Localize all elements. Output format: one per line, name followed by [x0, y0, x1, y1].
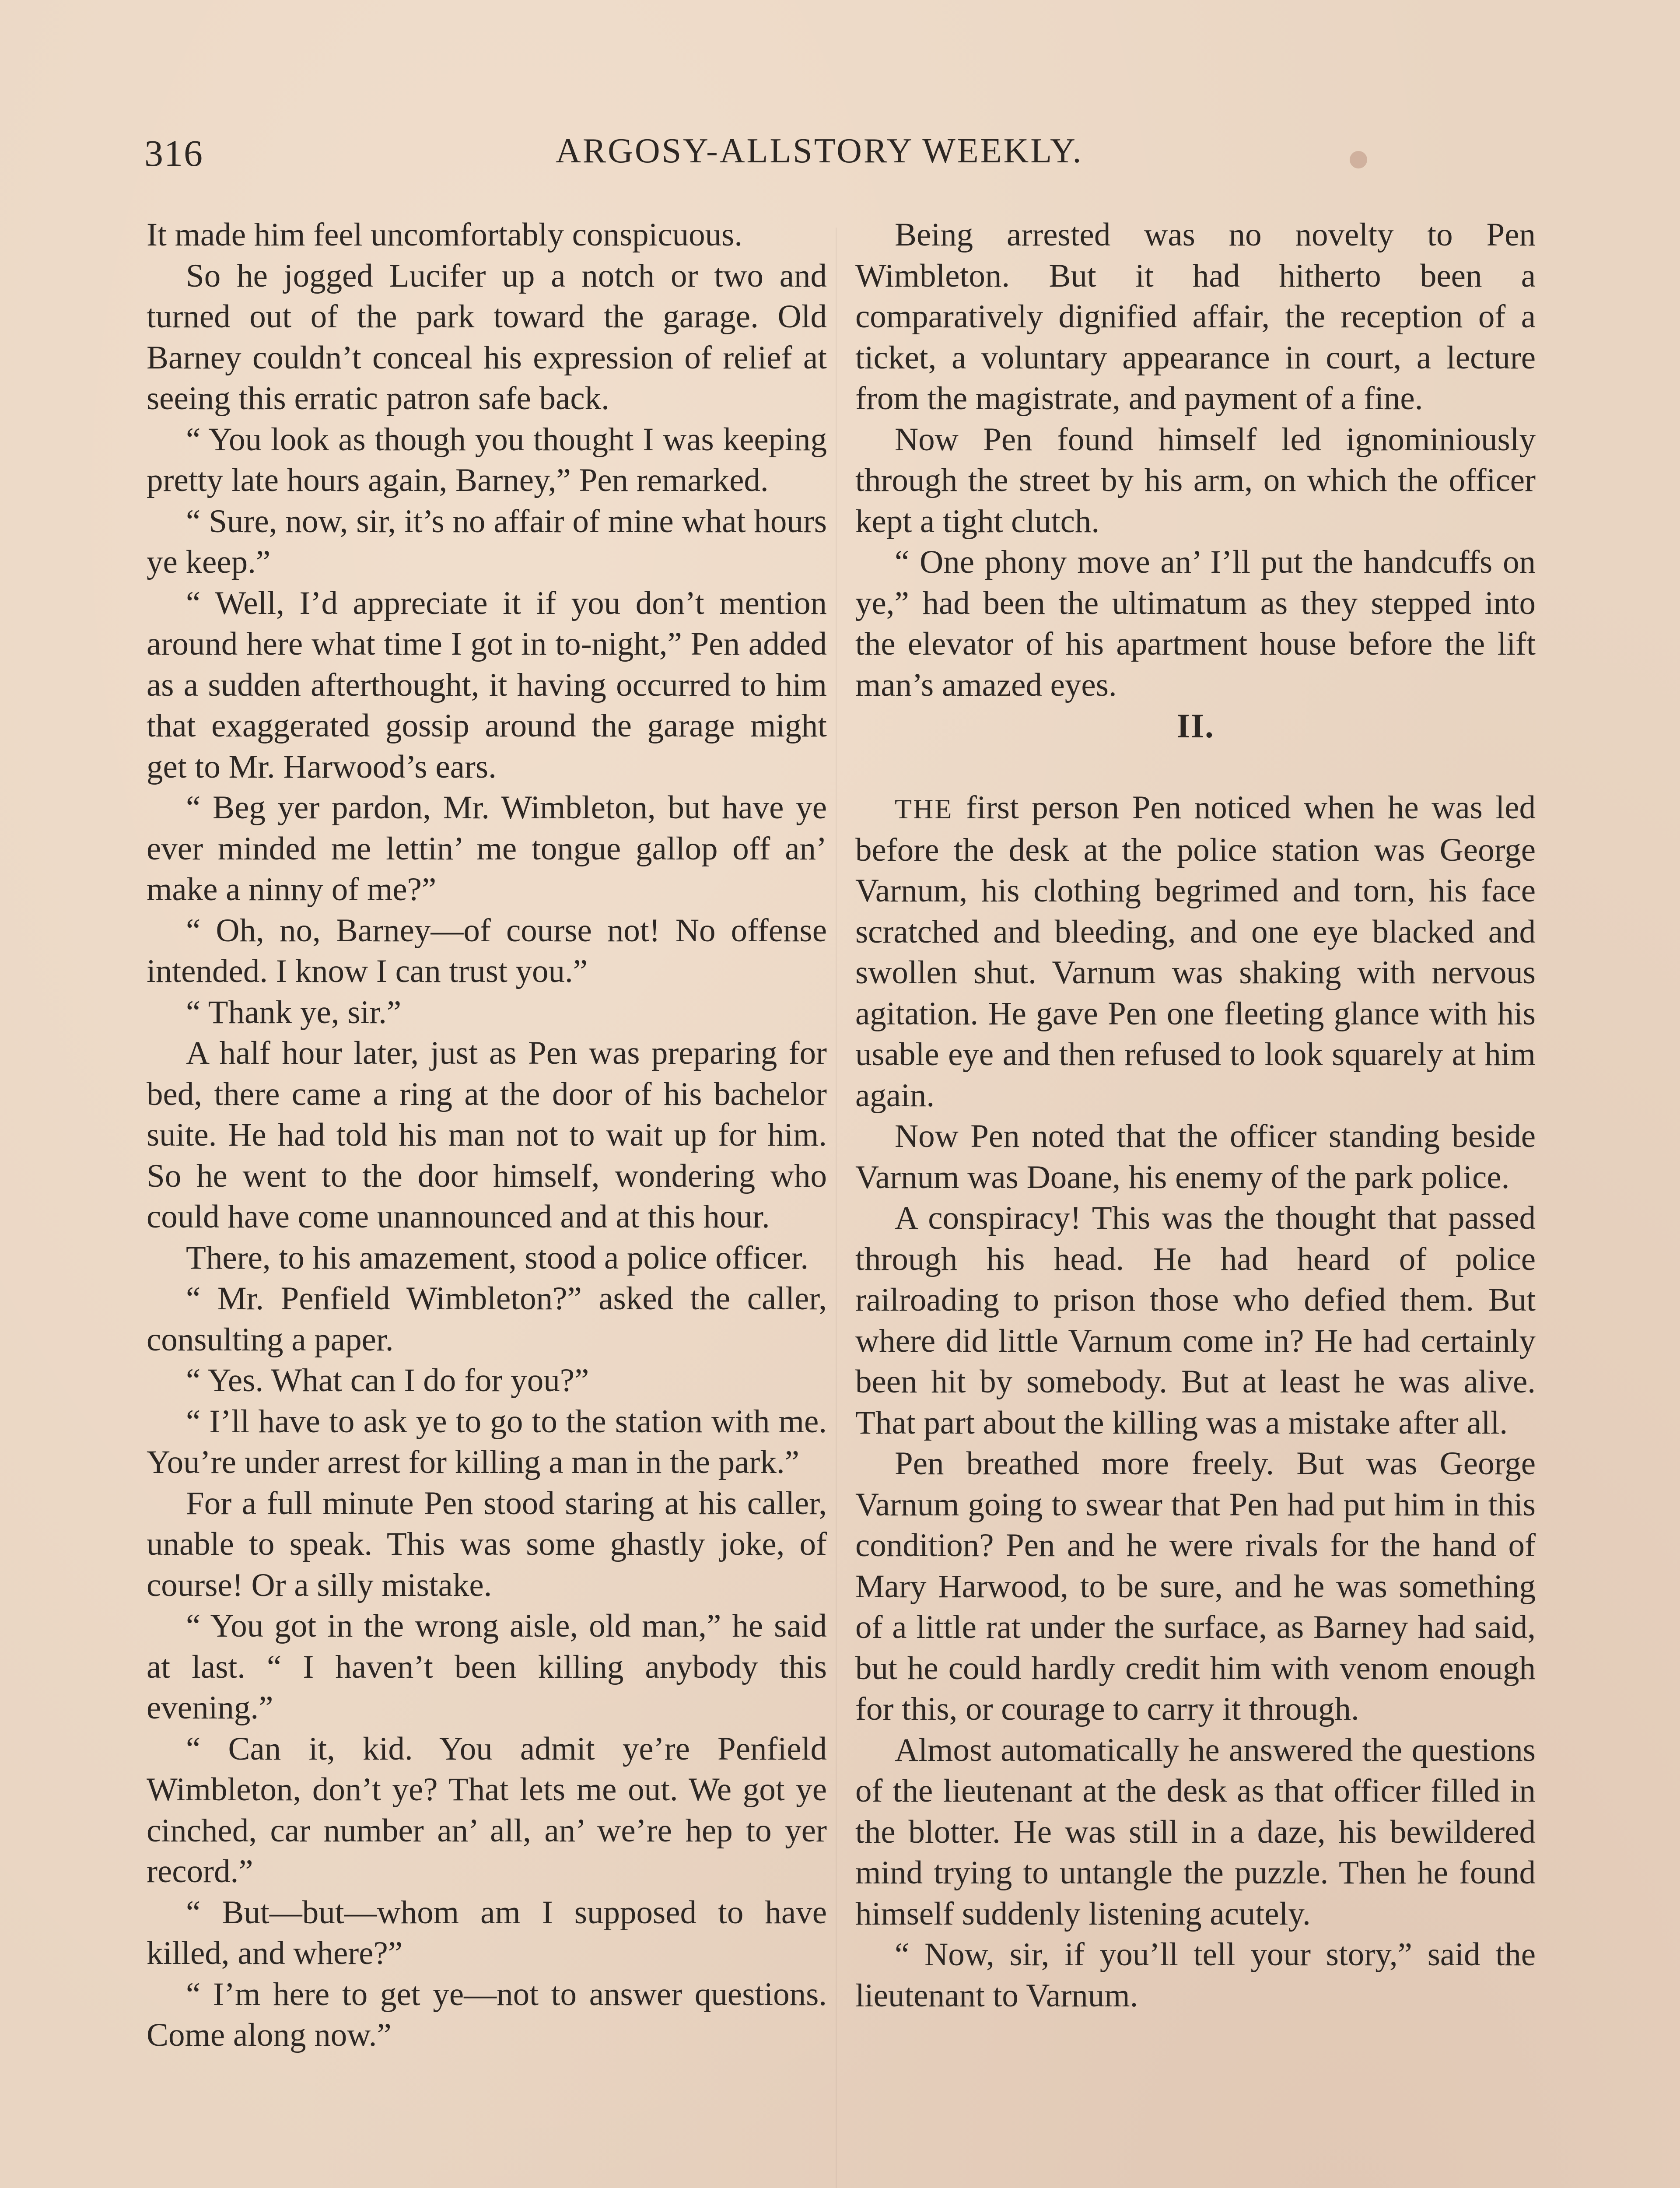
- paragraph: For a full minute Pen stood staring at his caller, unable to speak. This was some ghastly joke, of course! Or a silly mistake.: [147, 1485, 827, 1603]
- paragraph: Pen breathed more freely. But was George Varnum going to swear that Pen had put him in this condition? Pen and he were rivals for the hand of Mary Harwood, to be sure, and he was something of a little rat under the surface, as Barney had said, but he could hardly credit him with venom enough for this, or courage to carry it through.: [855, 1445, 1536, 1727]
- page-number: 316: [144, 132, 203, 174]
- paragraph: “ Well, I’d appreciate it if you don’t mention around here what time I got in to-night,” Pen added as a sudden afterthought, it having occurred to him that exaggerated gossip around the garage might get to Mr. Harwood’s ears.: [147, 585, 827, 785]
- paragraph: “ I’m here to get ye—not to answer questions. Come along now.”: [147, 1976, 827, 2053]
- running-title: ARGOSY-ALLSTORY WEEKLY.: [556, 132, 1083, 170]
- paragraph: Almost automatically he answered the questions of the lieutenant at the desk as that officer filled in the blotter. He was still in a daze, his bewildered mind trying to untangle the puzzle. Then he found himself suddenly listening acutely.: [855, 1732, 1536, 1932]
- paragraph: Now Pen found himself led ignominiously through the street by his arm, on which the officer kept a tight clutch.: [855, 421, 1536, 540]
- paragraph: “ Now, sir, if you’ll tell your story,” said the lieutenant to Varnum.: [855, 1936, 1536, 2014]
- paragraph: “ I’ll have to ask ye to go to the station with me. You’re under arrest for killing a man in the park.”: [147, 1403, 827, 1480]
- paragraph: A half hour later, just as Pen was preparing for bed, there came a ring at the door of his bachelor suite. He had told his man not to wait up for him. So he went to the door himself, wondering who could have come unannounced and at this hour.: [147, 1035, 827, 1235]
- paragraph: It made him feel uncomfortably conspicuous.: [147, 217, 743, 253]
- dropcap: THE: [895, 793, 953, 824]
- paragraph: “ Thank ye, sir.”: [186, 994, 402, 1031]
- paragraph: “ One phony move an’ I’ll put the handcuffs on ye,” had been the ultimatum as they stepped into the elevator of his apartment house before the lift man’s amazed eyes.: [855, 544, 1536, 703]
- section-heading: II.: [1176, 707, 1214, 745]
- page-header: [0, 131, 1680, 184]
- paragraph: “ Oh, no, Barney—of course not! No offense intended. I know I can trust you.”: [147, 912, 827, 989]
- paragraph: “ Beg yer pardon, Mr. Wimbleton, but have ye ever minded me lettin’ me tongue gallop off an’ make a ninny of me?”: [147, 789, 827, 908]
- paragraph: “ Yes. What can I do for you?”: [186, 1362, 589, 1399]
- paragraph-text: first person Pen noticed when he was led before the desk at the police station was George Varnum, his clothing begrimed and torn, his face scratched and bleeding, and one eye blacked and swollen shut. Varnum was shaking with nervous agitation. He gave Pen one fleeting glance with his usable eye and then refused to look squarely at him again.: [855, 789, 1536, 1114]
- paragraph: “ Mr. Penfield Wimbleton?” asked the caller, consulting a paper.: [147, 1280, 827, 1358]
- paragraph: So he jogged Lucifer up a notch or two and turned out of the park toward the garage. Old Barney couldn’t conceal his expression of relief at seeing this erratic patron safe back.: [147, 257, 827, 417]
- left-column: [147, 214, 827, 2056]
- paragraph: A conspiracy! This was the thought that passed through his head. He had heard of police railroading to prison those who defied them. But where did little Varnum come in? He had certainly been hit by somebody. But at least he was alive. That part about the killing was a mistake after all.: [855, 1200, 1536, 1441]
- right-column: [855, 214, 1536, 2016]
- paragraph: There, to his amazement, stood a police officer.: [186, 1239, 809, 1276]
- paragraph: “ You got in the wrong aisle, old man,” he said at last. “ I haven’t been killing anybody this evening.”: [147, 1608, 827, 1726]
- paragraph: “ You look as though you thought I was keeping pretty late hours again, Barney,” Pen remarked.: [147, 421, 827, 498]
- column-gutter: [836, 228, 837, 2188]
- paragraph: Now Pen noted that the officer standing beside Varnum was Doane, his enemy of the park police.: [855, 1118, 1536, 1196]
- paragraph: “ Can it, kid. You admit ye’re Penfield Wimbleton, don’t ye? That lets me out. We got ye cinched, car number an’ all, an’ we’re hep to yer record.”: [147, 1730, 827, 1890]
- paragraph: “ But—but—whom am I supposed to have killed, and where?”: [147, 1894, 827, 1971]
- paragraph: Being arrested was no novelty to Pen Wimbleton. But it had hitherto been a comparatively dignified affair, the reception of a ticket, a voluntary appearance in court, a lecture from the magistrate, and payment of a fine.: [855, 217, 1536, 417]
- paragraph: “ Sure, now, sir, it’s no affair of mine what hours ye keep.”: [147, 503, 827, 580]
- paragraph: [855, 787, 1536, 1116]
